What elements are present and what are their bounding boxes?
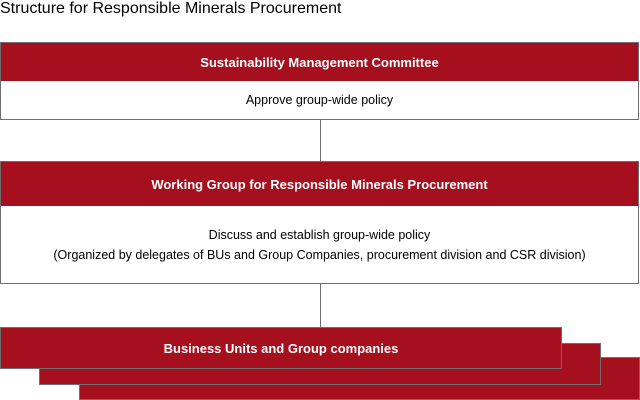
business-units-box [0, 327, 562, 369]
working-group-description [1, 206, 638, 283]
working-group-description-line-2: (Organized by delegates of BUs and Group Companies, procurement division and CSR division) [53, 247, 586, 262]
committee-description-text: Approve group-wide policy [245, 93, 394, 107]
connector-line-1 [320, 120, 321, 161]
connector-line-2 [320, 284, 321, 328]
committee-box [0, 42, 639, 120]
working-group-box [0, 161, 639, 284]
diagram-title: Structure for Responsible Minerals Procurement [0, 0, 342, 17]
committee-header: Sustainability Management Committee [1, 43, 638, 81]
business-units-label: Business Units and Group companies [163, 340, 399, 356]
working-group-header: Working Group for Responsible Minerals Procurement [1, 162, 638, 206]
committee-description [1, 81, 638, 119]
working-group-description-line-1: Discuss and establish group-wide policy [208, 227, 431, 242]
